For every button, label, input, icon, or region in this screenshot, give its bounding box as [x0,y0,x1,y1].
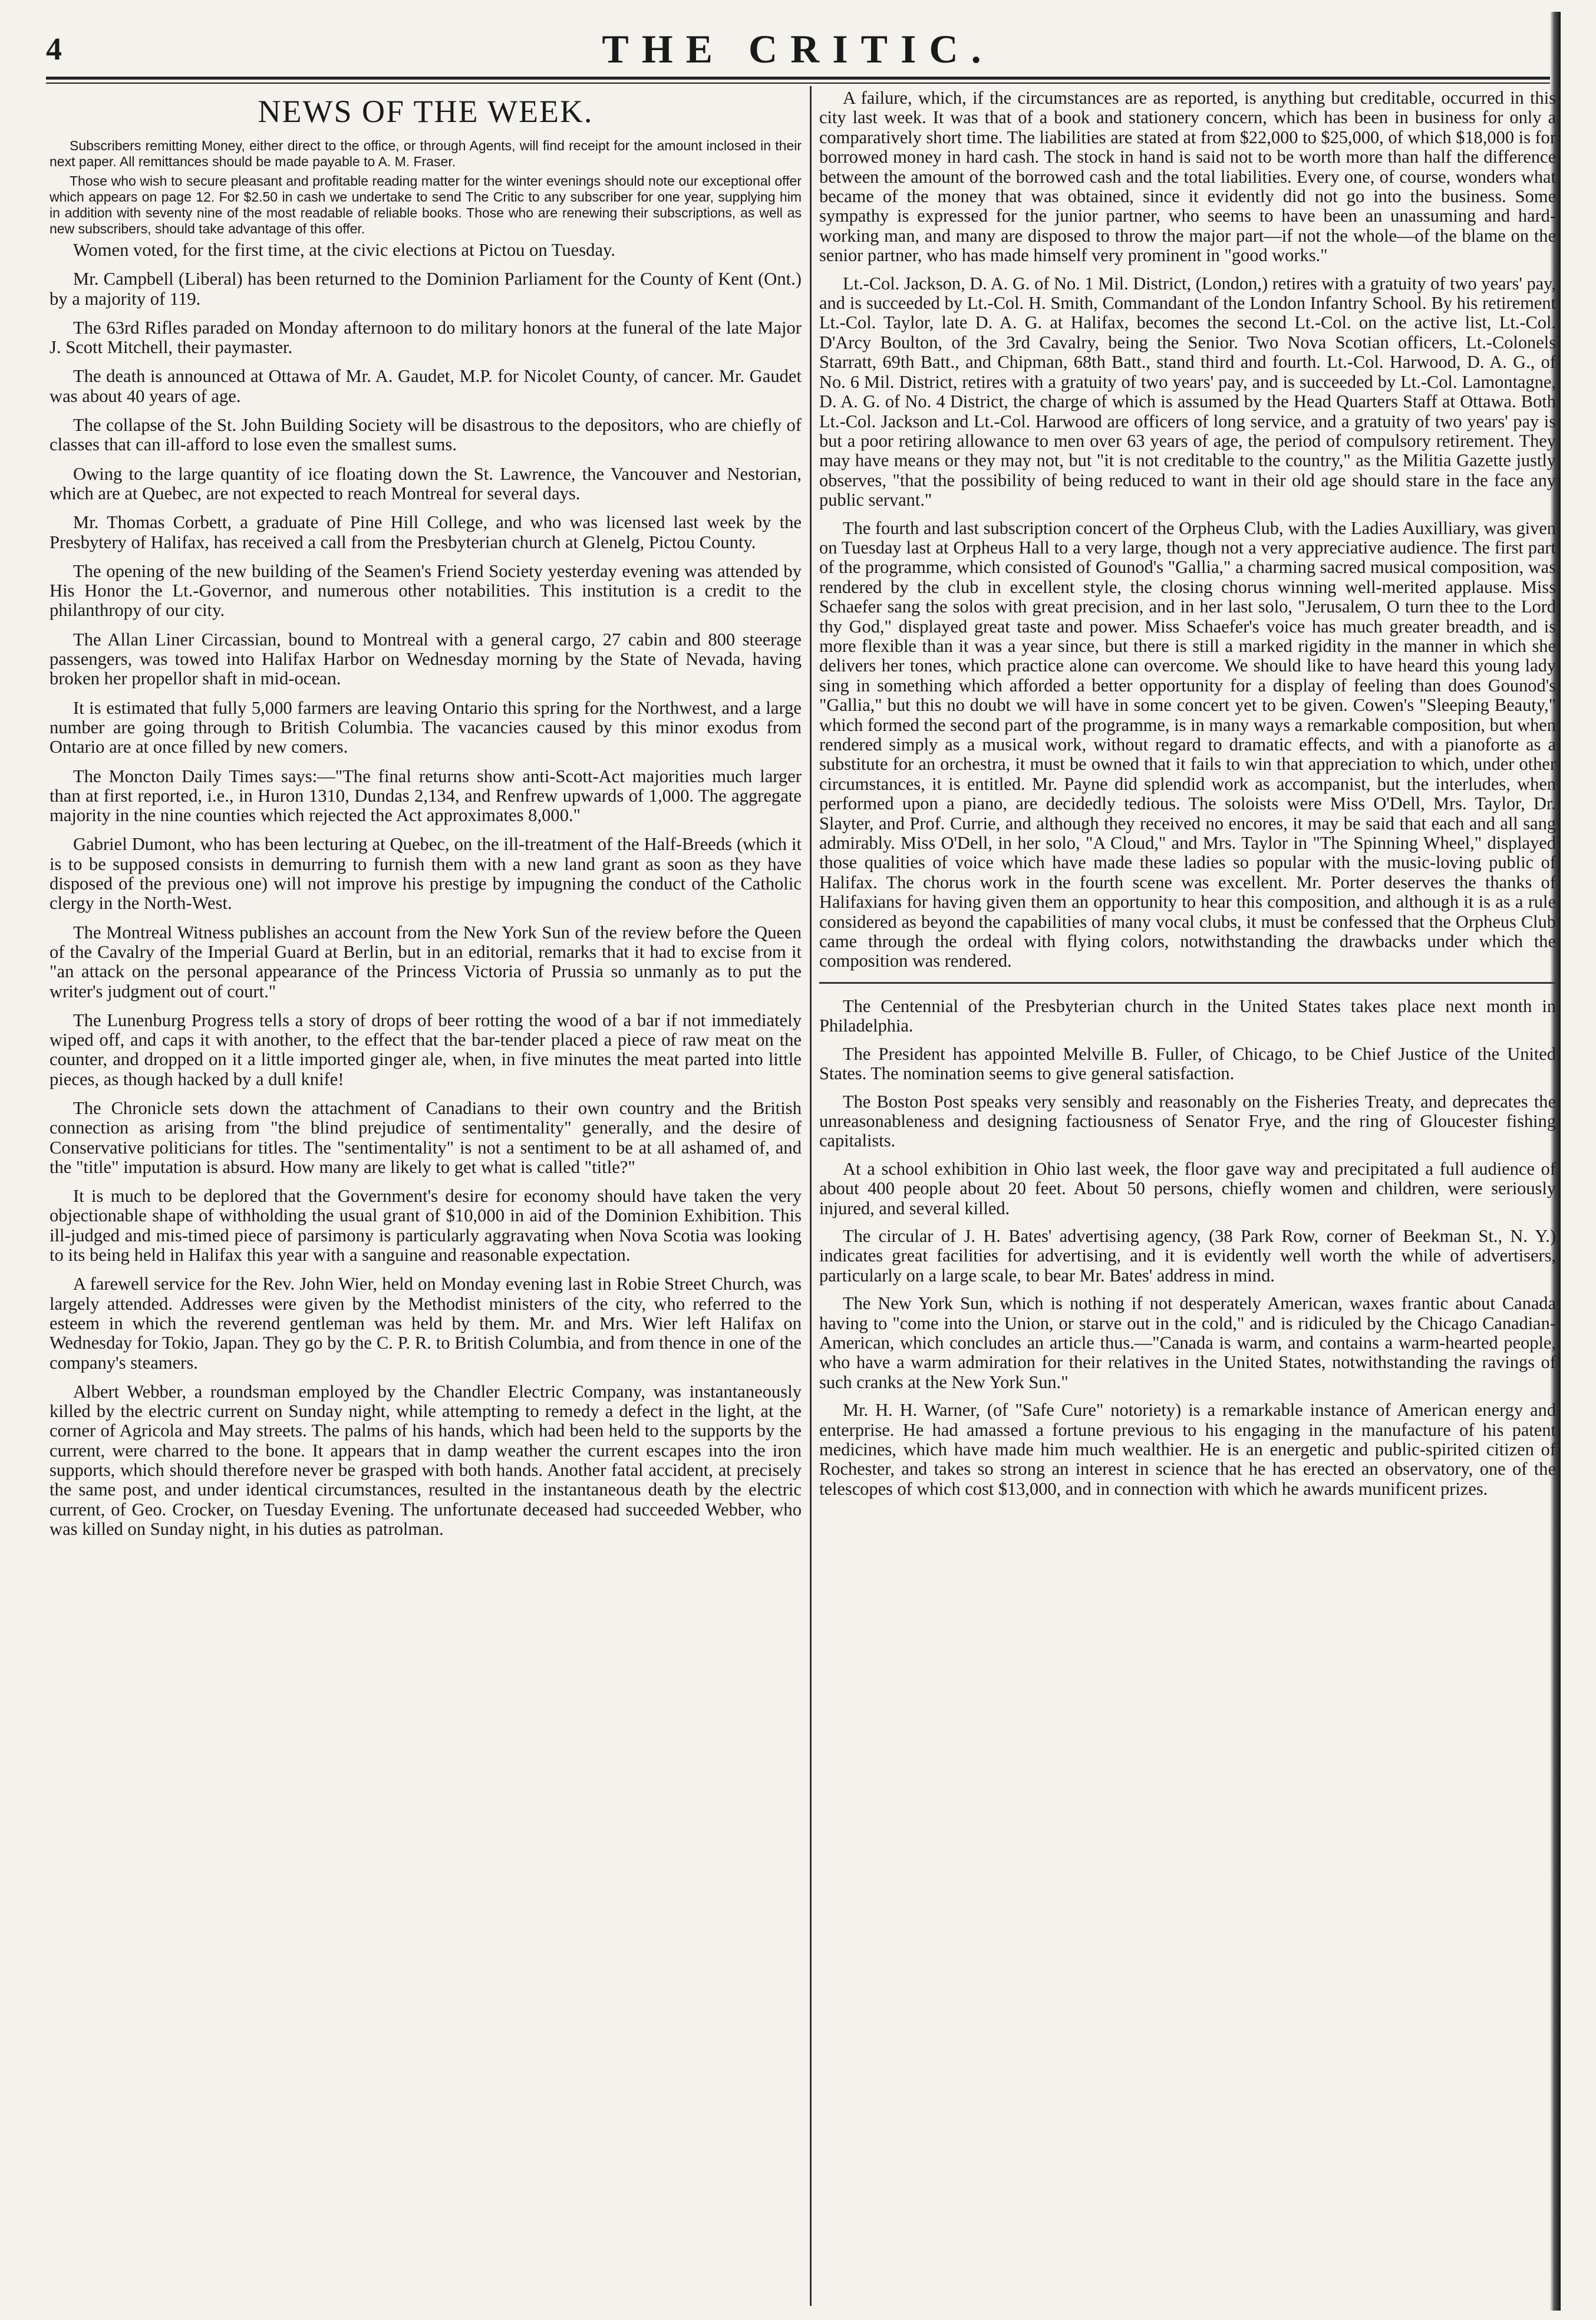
news-item: The Boston Post speaks very sensibly and reasonably on the Fisheries Treaty, and deprecates the unreasonableness and designing factiousness of Senator Frye, and the ring of Gloucester fishing capitalists. [819,1091,1556,1151]
news-item: The 63rd Rifles paraded on Monday afternoon to do military honors at the funeral of the late Major J. Scott Mitchell, their paymaster. [50,317,802,358]
news-item: Albert Webber, a roundsman employed by the Chandler Electric Company, was instantaneously killed by the electric current on Sunday night, while attempting to remedy a defect in the light, at the corner of Agricola and May streets. The palms of his hands, which had been held to the supports by the current, were charred to the bone. It appears that in damp weather the current escapes into the iron supports, which should therefore never be grasped with both hands. Another fatal accident, at precisely the same post, and under identical circumstances, resulted in the instantaneous death by the electric current, of Geo. Crocker, on Tuesday Evening. The unfortunate deceased had succeeded Webber, who was killed on Sunday night, in his duties as patrolman. [50,1381,802,1539]
news-item: At a school exhibition in Ohio last week, the floor gave way and precipitated a full audience of about 400 people about 20 feet. About 50 persons, chiefly women and children, were seriously injured, and several killed. [819,1158,1556,1218]
news-item: The New York Sun, which is nothing if not desperately American, waxes frantic about Canada having to "come into the Union, or starve out in the cold," and is ridiculed by the Chicago Canadian-American, which concludes an article thus.—"Canada is warm, and contains a warm-hearted people, who have a warm admiration for their relatives in the United States, notwithstanding the ravings of such cranks at the New York Sun." [819,1293,1556,1392]
news-item: The Allan Liner Circassian, bound to Montreal with a general cargo, 27 cabin and 800 steerage passengers, was towed into Halifax Harbor on Wednesday morning by the State of Nevada, having broken her propellor shaft in mid-ocean. [50,629,802,689]
news-item: The President has appointed Melville B. Fuller, of Chicago, to be Chief Justice of the United States. The nomination seems to give general satisfaction. [819,1043,1556,1084]
news-item: Owing to the large quantity of ice floating down the St. Lawrence, the Vancouver and Nestorian, which are at Quebec, are not expected to reach Montreal for several days. [50,463,802,503]
news-item: Women voted, for the first time, at the civic elections at Pictou on Tuesday. [73,240,615,260]
news-item: Mr. Campbell (Liberal) has been returned to the Dominion Parliament for the County of Kent (Ont.) by a majority of 119. [50,269,802,309]
subscriber-notice: Subscribers remitting Money, either direct to the office, or through Agents, will find receipt for the amount inclosed in their next paper. All remittances should be made payable to A. M. Fraser. [50,138,802,169]
news-item: The Lunenburg Progress tells a story of drops of beer rotting the wood of a bar if not immediately wiped off, and caps it with another, to the effect that the bar-tender placed a piece of raw meat on the counter, and dropped on it a little imported ginger ale, when, in five minutes the meat parted into little pieces, as though hacked by a dull knife! [50,1010,802,1089]
subscriber-notice: Those who wish to secure pleasant and profitable reading matter for the winter evenings should note our exceptional offer which appears on page 12. For $2.50 in cash we undertake to send The Critic to any subscriber for one year, supplying him in addition with seventy nine of the most readable of reliable books. Those who are renewing their subscriptions, as well as new subscribers, should take advantage of this offer. [50,173,802,236]
left-column [50,88,802,2305]
news-item: The Moncton Daily Times says:—"The final returns show anti-Scott-Act majorities much larger than at first reported, i.e., in Huron 1310, Dundas 2,134, and Renfrew upwards of 1,000. The aggregate majority in the nine counties which rejected the Act approximates 8,000." [50,766,802,826]
section-heading: NEWS OF THE WEEK. [258,94,593,129]
news-item: The collapse of the St. John Building Society will be disastrous to the depositors, who are chiefly of classes that can ill-afford to lose even the smallest sums. [50,415,802,455]
news-item: The death is announced at Ottawa of Mr. A. Gaudet, M.P. for Nicolet County, of cancer. Mr. Gaudet was about 40 years of age. [50,366,802,406]
section-divider [819,982,1556,984]
news-item: The Montreal Witness publishes an account from the New York Sun of the review before the Queen of the Cavalry of the Imperial Guard at Berlin, but in an editorial, remarks that it had to excise from it "an attack on the personal appearance of the Princess Victoria of Prussia so unmanly as to put the writer's judgment out of court." [50,922,802,1001]
news-item: It is estimated that fully 5,000 farmers are leaving Ontario this spring for the Northwest, and a large number are going through to British Columbia. The vacancies caused by this minor exodus from Ontario are at once filled by new comers. [50,697,802,757]
news-item: The fourth and last subscription concert of the Orpheus Club, with the Ladies Auxilliary, was given on Tuesday last at Orpheus Hall to a very large, though not a very appreciative audience. The first part of the programme, which consisted of Gounod's "Gallia," a charming sacred musical composition, was rendered by the club in excellent style, the closing chorus winning well-merited applause. Miss Schaefer sang the solos with great precision, and in her last solo, "Jerusalem, O turn thee to the Lord thy God," displayed great taste and power. Miss Schaefer's voice has much greater breadth, and is more flexible than it was a year since, but there is still a marked rigidity in the manner in which she delivers her tones, which practice alone can overcome. We should like to have heard this young lady sing in something which afforded a better opportunity for a display of feeling than does Gounod's "Gallia," but this no doubt we will have in some concert yet to be given. Cowen's "Sleeping Beauty," which formed the second part of the programme, is in many ways a remarkable composition, but when rendered simply as a musical work, without regard to dramatic effects, and with a pianoforte as a substitute for an orchestra, it must be owned that it fails to win that appreciation to which, under other circumstances, it is entitled. Mr. Payne did splendid work as accompanist, but the interludes, when performed upon a piano, are decidedly tedious. The soloists were Miss O'Dell, Mrs. Taylor, Dr. Slayter, and Prof. Currie, and although they received no encores, it may be said that each and all sang admirably. Miss O'Dell, in her solo, "A Cloud," and Mrs. Taylor in "The Spinning Wheel," displayed those qualities of voice which have made these ladies so popular with the music-loving public of Halifax. The chorus work in the fourth scene was excellent. Mr. Porter deserves the thanks of Halifaxians for having given them an opportunity to hear this composition, and although it is as a rule considered as beyond the capabilities of many vocal clubs, it must be confessed that the Orpheus Club came through the ordeal with flying colors, notwithstanding the drawbacks under which the composition was rendered. [819,518,1556,971]
column-divider [810,86,812,2306]
news-item: The circular of J. H. Bates' advertising agency, (38 Park Row, corner of Beekman St., N. Y.) indicates great facilities for advertising, and it is evidently well worth the while of advertisers, particularly on a large scale, to bear Mr. Bates' address in mind. [819,1225,1556,1286]
right-column [819,88,1556,2305]
masthead: THE CRITIC. [602,27,994,71]
news-item: Gabriel Dumont, who has been lecturing at Quebec, on the ill-treatment of the Half-Breeds (which it is to be supposed consists in demurring to furnish them with a new land grant as soon as they have disposed of the previous one) will not improve his prestige by impugning the conduct of the Catholic clergy in the North-West. [50,834,802,914]
news-item: The opening of the new building of the Seamen's Friend Society yesterday evening was attended by His Honor the Lt.-Governor, and numerous other notabilities. This institution is a credit to the philanthropy of our city. [50,561,802,621]
news-item: Mr. Thomas Corbett, a graduate of Pine Hill College, and who was licensed last week by the Presbytery of Halifax, has received a call from the Presbyterian church at Glenelg, Pictou County. [50,512,802,552]
news-item: It is much to be deplored that the Government's desire for economy should have taken the very objectionable shape of withholding the usual grant of $10,000 in aid of the Dominion Exhibition. This ill-judged and mis-timed piece of parsimony is particularly aggravating when Nova Scotia was looking to its being held in Halifax this year with a sanguine and reasonable expectation. [50,1186,802,1266]
news-item: The Chronicle sets down the attachment of Canadians to their own country and the British connection as arising from "the blind prejudice of sentimentality" generally, and the desire of Conservative politicians for titles. The "sentimentality" is not a sentiment to be at all ashamed of, and the "title" imputation is absurd. How many are likely to get what is called "title?" [50,1098,802,1177]
news-item: A farewell service for the Rev. John Wier, held on Monday evening last in Robie Street Church, was largely attended. Addresses were given by the Methodist ministers of the city, who referred to the esteem in which the reverend gentleman was held by them. Mr. and Mrs. Wier left Halifax on Wednesday for Tokio, Japan. They go by the C. P. R. to British Columbia, and from thence in one of the company's steamers. [50,1274,802,1373]
news-item: The Centennial of the Presbyterian church in the United States takes place next month in Philadelphia. [819,996,1556,1036]
page-number: 4 [46,31,62,67]
header-rule-thick [46,77,1561,80]
news-item: Lt.-Col. Jackson, D. A. G. of No. 1 Mil. District, (London,) retires with a gratuity of two years' pay, and is succeeded by Lt.-Col. H. Smith, Commandant of the London Infantry School. By his retirement Lt.-Col. Taylor, late D. A. G. at Halifax, becomes the second Lt.-Col. on the active list, Lt.-Col. D'Arcy Boulton, of the 3rd Cavalry, being the Senior. Two Nova Scotian officers, Lt.-Colonels Starratt, 69th Batt., and Chipman, 68th Batt., stand third and fourth. Lt.-Col. Harwood, D. A. G., of No. 6 Mil. District, retires with a gratuity of two years' pay, and is succeeded by Lt.-Col. Lamontagne, D. A. G. of No. 4 District, the charge of which is assumed by the Head Quarters Staff at Ottawa. Both Lt.-Col. Jackson and Lt.-Col. Harwood are officers of long service, and a gratuity of two years' pay is but a poor retiring allowance to men over 63 years of age, the period of compulsory retirement. They may have means or they may not, but "it is not creditable to the country," as the Militia Gazette justly observes, "that the possibility of being reduced to want in their old age should stare in the face any public servant." [819,273,1556,510]
news-item: A failure, which, if the circumstances are as reported, is anything but creditable, occurred in this city last week. It was that of a book and stationery concern, which has been in business for only a comparatively short time. The liabilities are stated at from $22,000 to $25,000, of which $18,000 is for borrowed money in hard cash. The stock in hand is said not to be worth more than half the difference between the amount of the borrowed cash and the total liabilities. Every one, of course, wonders what became of the money that was obtained, since it evidently did not go into the business. Some sympathy is expressed for the junior partner, who seems to have been an unassuming and hard-working man, and many are disposed to throw the major part—if not the whole—of the blame on the senior partner, who has made himself very prominent in "good works." [819,88,1556,266]
news-item: Mr. H. H. Warner, (of "Safe Cure" notoriety) is a remarkable instance of American energy and enterprise. He had amassed a fortune previous to his engaging in the manufacture of his patent medicines, which have made him much wealthier. He is an energetic and public-spirited citizen of Rochester, and takes so strong an interest in science that he has erected an observatory, one of the telescopes of which cost $13,000, and in connection with which he awards munificent prizes. [819,1400,1556,1499]
header-rule-thin [46,83,1561,84]
